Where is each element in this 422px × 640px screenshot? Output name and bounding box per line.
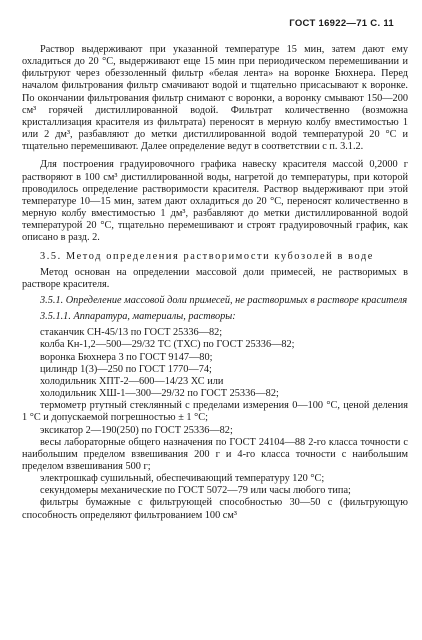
subsection-heading-3-5-1: 3.5.1. Определение массовой доли примесей, не растворимых в растворе красителя — [40, 294, 408, 306]
equipment-item-thermometer: термометр ртутный стеклянный с пределами измерения 0—100 °С, ценой деления 1 °С и допускаемой погрешностью ± 1 °С; — [22, 400, 408, 424]
equipment-item: воронка Бюхнера 3 по ГОСТ 9147—80; — [40, 351, 213, 363]
equipment-item-scales: весы лабораторные общего назначения по ГОСТ 24104—88 2-го класса точности с наибольшим пределом взвешивания 200 г и 4-го класса точности с наибольшим пределом взвешивания 500 г; — [22, 436, 408, 472]
equipment-item-stopwatch: секундомеры механические по ГОСТ 5072—79 или часы любого типа; — [40, 485, 351, 497]
equipment-item: стаканчик СН-45/13 по ГОСТ 25336—82; — [40, 327, 223, 339]
equipment-item: холодильник ХШ-1—300—29/32 по ГОСТ 25336—82; — [40, 388, 279, 400]
paragraph-method-basis: Метод основан на определении массовой доли примесей, не растворимых в растворе красителя. — [22, 266, 408, 290]
equipment-item: цилиндр 1(3)—250 по ГОСТ 1770—74; — [40, 363, 212, 375]
paragraph-calibration: Для построения градуировочного графика навеску красителя массой 0,2000 г растворяют в 100 см³ дистиллированной воды, нагретой до температуры, при которой проводилось определение растворимости красителя. Раствор выдерживают при этой температуре 10—15 мин, затем дают охладиться до 20 °С, переносят количественно в мерную колбу вместимостью 1 дм³, разбавляют до метки дистиллированной водой температурой 20 °С, тщательно перемешивают и строят градуировочный график, как описано в разд. 2. — [22, 159, 408, 244]
equipment-item-filters: фильтры бумажные с фильтрующей способностью 30—50 с (фильтрующую способность определяют фильтрованием 100 см³ — [22, 497, 408, 521]
equipment-item: колба Кн-1,2—500—29/32 ТС (ТХС) по ГОСТ 25336—82; — [40, 339, 295, 351]
document-body — [22, 44, 408, 522]
equipment-item: холодильник ХПТ-2—600—14/23 ХС или — [40, 375, 224, 387]
paragraph-filtration: Раствор выдерживают при указанной температуре 15 мин, затем дают ему охладиться до 20 °С, выдерживают еще 15 мин при периодическом перемешивании и фильтруют через обеззоленный фильтр «белая лента» на воронке Бюхнера. Перед началом фильтрования фильтр смачивают водой и тщательно присасывают к воронке. По окончании фильтрования фильтр снимают с воронки, а воронку смывают 150—200 см³ горячей дистиллированной водой. Фильтрат количественно (возможна кристаллизация красителя из фильтрата) переносят в мерную колбу вместимостью 1 или 2 дм³, разбавляют до метки дистиллированной водой температурой 20 °С и тщательно перемешивают. Далее определение ведут в соответствии с п. 3.1.2. — [22, 44, 408, 153]
subsection-heading-3-5-1-1: 3.5.1.1. Аппаратура, материалы, растворы: — [40, 311, 236, 323]
section-heading-3-5 — [22, 251, 408, 263]
section-heading-3-5-text: 3.5. Метод определения растворимости кубозолей в воде — [40, 250, 374, 262]
page-header: ГОСТ 16922—71 С. 11 — [289, 18, 394, 29]
equipment-item-oven: электрошкаф сушильный, обеспечивающий температуру 120 °С; — [40, 473, 325, 485]
equipment-item-exsiccator: эксикатор 2—190(250) по ГОСТ 25336—82; — [40, 424, 233, 436]
